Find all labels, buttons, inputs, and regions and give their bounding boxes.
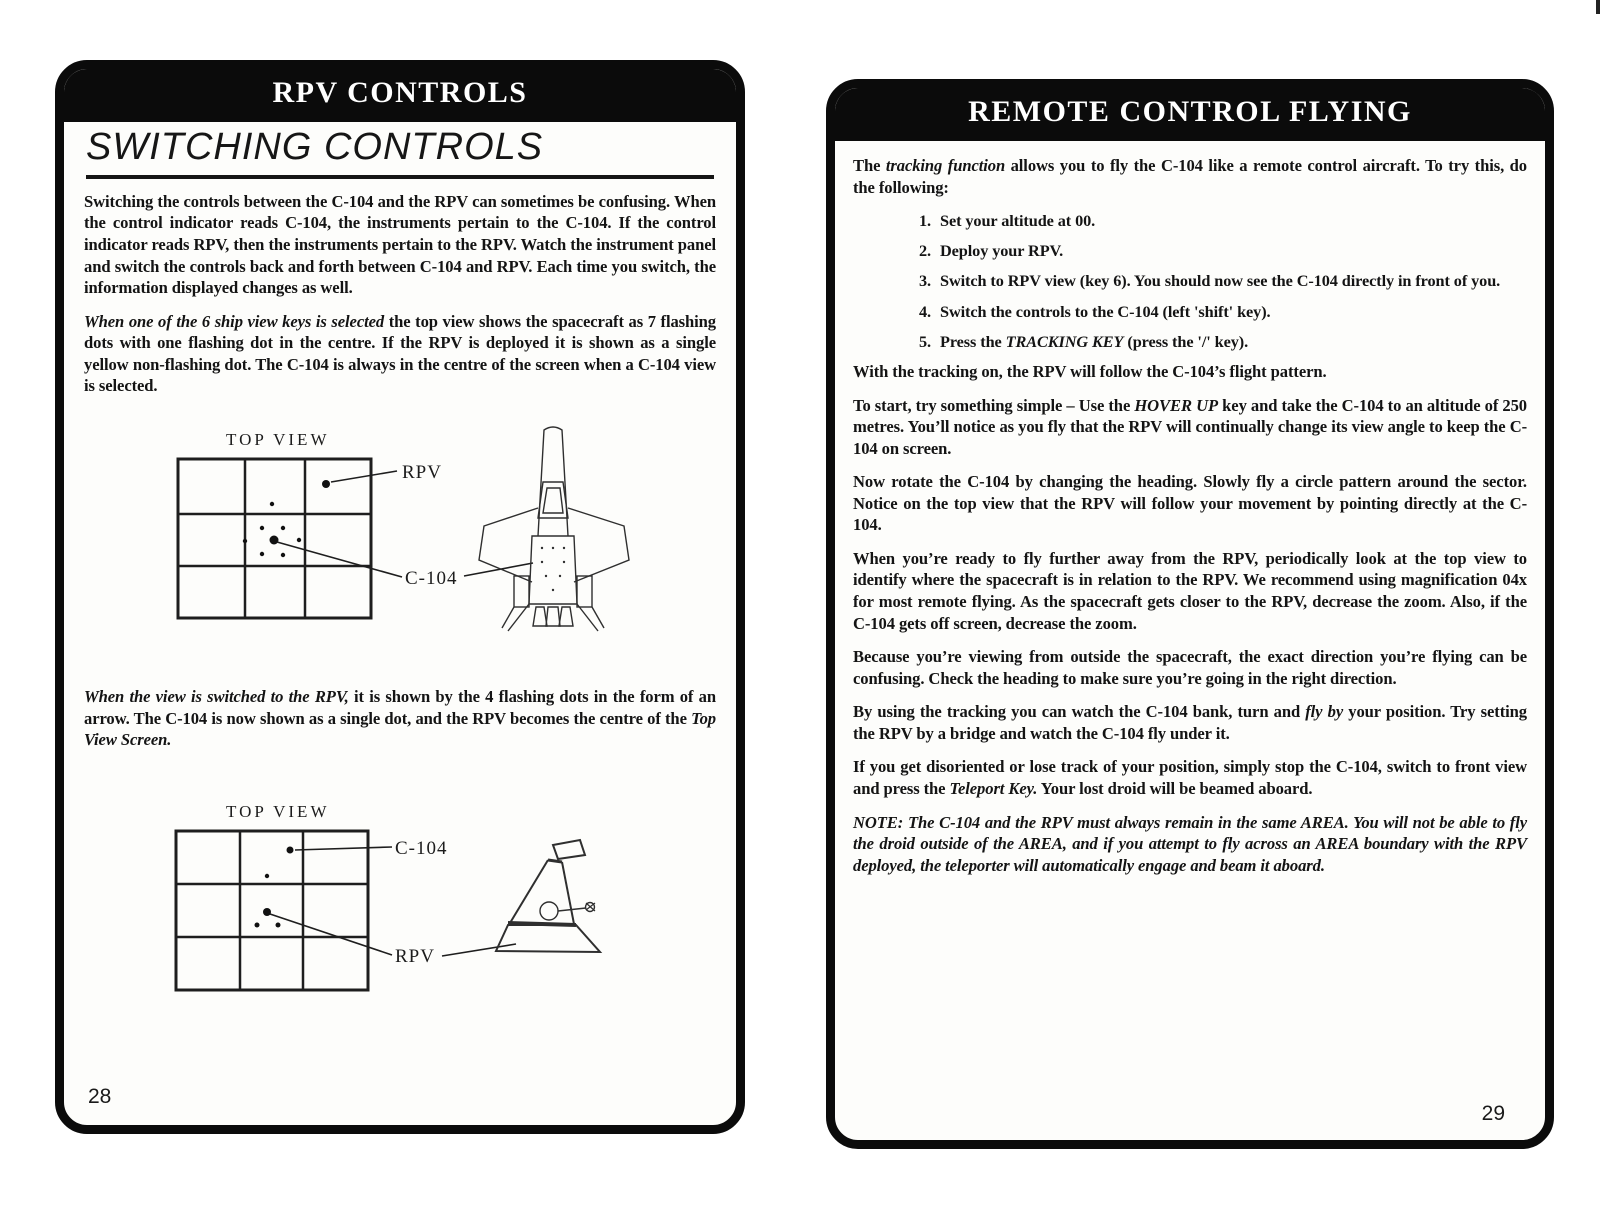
c104-label: C-104	[405, 567, 458, 589]
paragraph: When the view is switched to the RPV, it is shown by the 4 flashing dots in the form of an arrow. The C-104 is now shown as a single dot, and the RPV becomes the centre of the Top View Screen.	[84, 686, 716, 750]
radar-dots	[243, 480, 330, 557]
step-item	[853, 270, 1527, 291]
paragraph: If you get disoriented or lose track of your position, simply stop the C-104, switch to front view and press the Teleport Key. Your lost droid will be beamed aboard.	[853, 757, 1527, 798]
rpv-droid-callout-line	[442, 944, 516, 956]
paragraph: Because you’re viewing from outside the spacecraft, the exact direction you’re flying can be confusing. Check the heading to make sure you’re going in the right direction.	[853, 647, 1527, 688]
step-text: Switch to RPV view (key 6). You should now see the C-104 directly in front of you.	[940, 271, 1501, 291]
right-page-content	[835, 155, 1545, 876]
note-paragraph: NOTE: The C-104 and the RPV must always remain in the same AREA. You will not be able to fly the droid outside of the AREA, and if you attempt to fly across an AREA boundary with the RPV deployed, the teleporter will automatically engage and beam it aboard.	[853, 812, 1527, 875]
paragraph: To start, try something simple – Use the HOVER UP key and take the C-104 to an altitude of 250 metres. You’ll notice as you fly that the RPV will continually change its view angle to keep the C-104 on screen.	[853, 395, 1528, 458]
rpv-label: RPV	[402, 461, 442, 483]
paragraph: When you’re ready to fly further away from the RPV, periodically look at the top view to identify where the spacecraft is in relation to the RPV. We recommend using magnification 04x for most remote flying. As the spacecraft gets closer to the RPV, decrease the zoom. Also, if the C-104 gets off screen, decrease the zoom.	[853, 548, 1527, 633]
c104-label: C-104	[395, 837, 448, 859]
step-number: 4.	[918, 301, 931, 321]
rpv-callout-line	[331, 471, 397, 482]
c104-callout-line	[277, 542, 402, 577]
paragraph: By using the tracking you can watch the C-104 bank, turn and fly by your position. Try setting the RPV by a bridge and watch the C-104 fly under it.	[853, 702, 1527, 743]
left-page-title: RPV CONTROLS	[272, 76, 528, 109]
step-number: 5.	[918, 331, 931, 351]
diagram-title: TOP VIEW	[226, 801, 330, 821]
scan-artifact	[1596, 0, 1600, 14]
rpv-label: RPV	[395, 945, 435, 967]
c104-callout-line	[295, 847, 392, 850]
step-item	[853, 301, 1527, 322]
step-item	[853, 210, 1527, 231]
right-page-title: REMOTE CONTROL FLYING	[968, 95, 1412, 128]
left-page-content	[64, 128, 736, 1009]
right-page-header	[835, 88, 1545, 141]
page-number: 28	[88, 1085, 112, 1108]
numbered-steps	[853, 210, 1527, 352]
left-page-header	[64, 69, 736, 122]
top-view-grid	[176, 831, 368, 990]
step-text: Switch the controls to the C-104 (left 'shift' key).	[940, 301, 1271, 321]
section-title: SWITCHING CONTROLS	[86, 128, 714, 179]
left-page	[55, 60, 745, 1134]
c104-ship-callout-line	[464, 563, 533, 576]
top-view-ship-diagram	[84, 421, 716, 656]
step-text: Press the TRACKING KEY (press the '/' key).	[940, 331, 1249, 351]
step-item	[853, 240, 1527, 261]
rpv-droid-drawing	[496, 840, 600, 952]
step-text: Set your altitude at 00.	[940, 211, 1096, 231]
rpv-callout-line	[270, 914, 392, 955]
step-item	[853, 331, 1527, 352]
right-page	[826, 79, 1554, 1149]
page-number: 29	[1481, 1102, 1505, 1125]
spacecraft-drawing	[479, 427, 629, 631]
step-text: Deploy your RPV.	[940, 241, 1064, 261]
paragraph: Now rotate the C-104 by changing the heading. Slowly fly a circle pattern around the sector. Notice on the top view that the RPV will follow your movement by pointing directly at the C-104.	[853, 472, 1527, 535]
step-number: 2.	[918, 241, 931, 261]
paragraph: With the tracking on, the RPV will follow the C-104’s flight pattern.	[853, 361, 1327, 381]
paragraph: When one of the 6 ship view keys is selected the top view shows the spacecraft as 7 flashing dots with one flashing dot in the centre. If the RPV is deployed it is shown as a single yellow non-flashing dot. The C-104 is always in the centre of the screen when a C-104 view is selected.	[84, 311, 717, 396]
paragraph: Switching the controls between the C-104 and the RPV can sometimes be confusing. When the control indicator reads C-104, the instruments pertain to the C-104. If the control indicator reads RPV, then the instruments pertain to the RPV. Watch the instrument panel and switch the controls back and forth between C-104 and RPV. Each time you switch, the information displayed changes as well.	[84, 191, 716, 298]
diagram-title: TOP VIEW	[226, 429, 330, 449]
step-number: 1.	[918, 211, 931, 231]
intro-paragraph: The tracking function allows you to fly the C-104 like a remote control aircraft. To try this, do the following:	[853, 156, 1527, 197]
top-view-droid-diagram	[84, 797, 716, 1009]
step-number: 3.	[918, 271, 931, 291]
